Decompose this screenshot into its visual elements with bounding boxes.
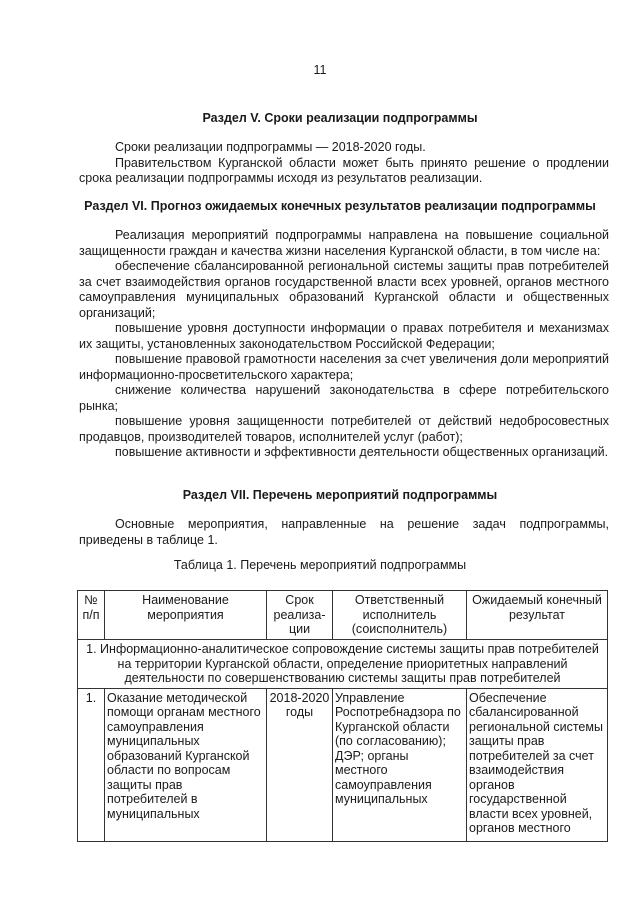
cell-number bbox=[78, 688, 105, 841]
paragraph: Сроки реализации подпрограммы — 2018-2020 годы. bbox=[115, 140, 426, 154]
cell-result-text: Обеспечение сбалансированной региональной системы защиты прав потребителей за счет взаимодействия органов государственной власти всех уровней, органов местного bbox=[469, 690, 603, 835]
paragraph: Основные мероприятия, направленные на решение задач подпрограммы, приведены в таблице 1. bbox=[79, 517, 609, 547]
header-term: Срок реализа-ции bbox=[267, 591, 333, 640]
cell-result bbox=[467, 688, 608, 841]
cell-number-text: 1. bbox=[85, 690, 97, 705]
section-5-title: Раздел V. Сроки реализации подпрограммы bbox=[202, 111, 478, 125]
table-row bbox=[78, 688, 608, 841]
cell-name bbox=[105, 688, 267, 841]
section-5-body bbox=[79, 140, 609, 187]
table-caption: Таблица 1. Перечень мероприятий подпрограммы bbox=[173, 558, 467, 572]
table-header-row bbox=[78, 591, 608, 640]
measures-table bbox=[77, 590, 608, 842]
cell-name-text: Оказание методической помощи органам местного самоуправления муниципальных образований Курганской области по вопросам защиты прав потребителей в муниципальных bbox=[107, 690, 261, 821]
paragraph: повышение активности и эффективности деятельности общественных организаций. bbox=[115, 445, 609, 459]
cell-responsible bbox=[333, 688, 467, 841]
paragraph: повышение уровня защищенности потребителей от действий недобросовестных продавцов, производителей товаров, исполнителей услуг (работ); bbox=[79, 414, 609, 444]
cell-responsible-text: Управление Роспотребнадзора по Курганской области (по согласованию); ДЭР; органы местного самоуправления муниципальных bbox=[335, 690, 461, 806]
header-name: Наименование мероприятия bbox=[105, 591, 267, 640]
section-6-body bbox=[79, 228, 609, 461]
paragraph: Реализация мероприятий подпрограммы направлена на повышение социальной защищенности граждан и качества жизни населения Курганской области, в том числе на: bbox=[79, 228, 609, 258]
header-number: № п/п bbox=[78, 591, 105, 640]
cell-term bbox=[267, 688, 333, 841]
paragraph: повышение уровня доступности информации о правах потребителя и механизмах их защиты, установленных законодательством Российской Федерации; bbox=[79, 321, 609, 351]
paragraph: обеспечение сбалансированной региональной системы защиты прав потребителей за счет взаимодействия органов государственной власти всех уровней, органов местного самоуправления муниципальных образований Курганской области и общественных организаций; bbox=[79, 259, 609, 320]
section-7-body bbox=[79, 517, 609, 548]
section-6-title: Раздел VI. Прогноз ожидаемых конечных результатов реализации подпрограммы bbox=[84, 199, 596, 213]
cell-term-text: 2018-2020 годы bbox=[269, 690, 330, 719]
paragraph: Правительством Курганской области может быть принято решение о продлении срока реализации подпрограммы исходя из результатов реализации. bbox=[79, 155, 609, 185]
section-7-title: Раздел VII. Перечень мероприятий подпрограммы bbox=[182, 488, 498, 502]
header-responsible: Ответственный исполнитель (соисполнитель) bbox=[333, 591, 467, 640]
page-number: 11 bbox=[313, 63, 327, 77]
section-row-text: 1. Информационно-аналитическое сопровождение системы защиты прав потребителей на территории Курганской области, определение приоритетных направлений деятельности по совершенствованию системы защиты прав потребителей bbox=[78, 640, 608, 689]
table-section-row bbox=[78, 640, 608, 689]
header-result: Ожидаемый конечный результат bbox=[467, 591, 608, 640]
paragraph: повышение правовой грамотности населения за счет увеличения доли мероприятий информационно-просветительского характера; bbox=[79, 352, 609, 382]
paragraph: снижение количества нарушений законодательства в сфере потребительского рынка; bbox=[79, 383, 609, 413]
